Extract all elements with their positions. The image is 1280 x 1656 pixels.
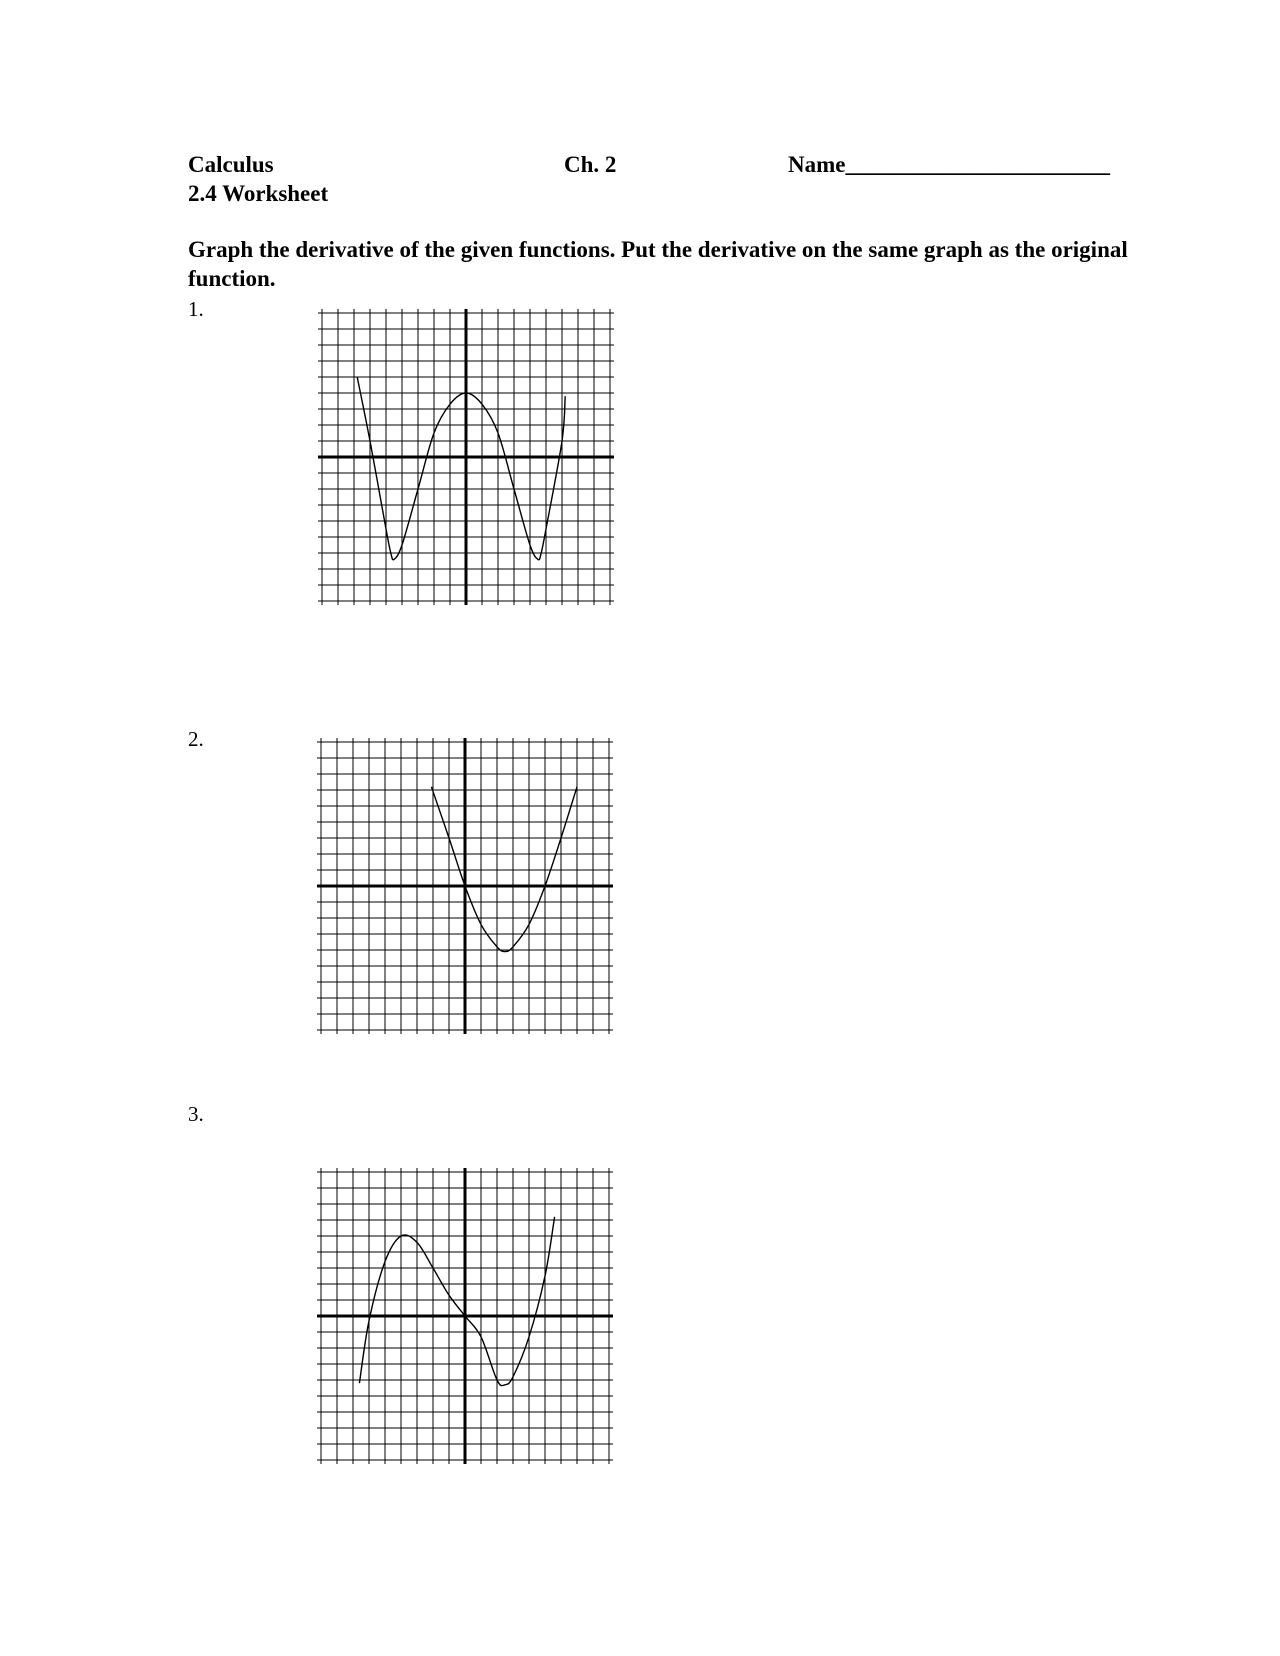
- function-curve: [359, 1217, 554, 1386]
- worksheet-title: 2.4 Worksheet: [188, 181, 329, 206]
- graph-2-plot: [317, 738, 613, 1034]
- problem-number-1: 1.: [188, 297, 204, 321]
- instructions: Graph the derivative of the given functions. Put the derivative on the same graph as the original function.: [188, 237, 1128, 291]
- graph-2[interactable]: [317, 738, 613, 1034]
- course-title: Calculus: [188, 152, 274, 177]
- function-curve: [431, 787, 577, 952]
- problem-number-2: 2.: [188, 727, 204, 751]
- graph-3[interactable]: [317, 1168, 613, 1464]
- problem-number-3: 3.: [188, 1102, 204, 1126]
- chapter-label: Ch. 2: [564, 152, 617, 177]
- graph-1[interactable]: [318, 309, 614, 605]
- name-field[interactable]: Name_______________________: [788, 152, 1110, 177]
- graph-3-plot: [317, 1168, 613, 1464]
- graph-1-plot: [318, 309, 614, 605]
- function-curve: [357, 377, 565, 560]
